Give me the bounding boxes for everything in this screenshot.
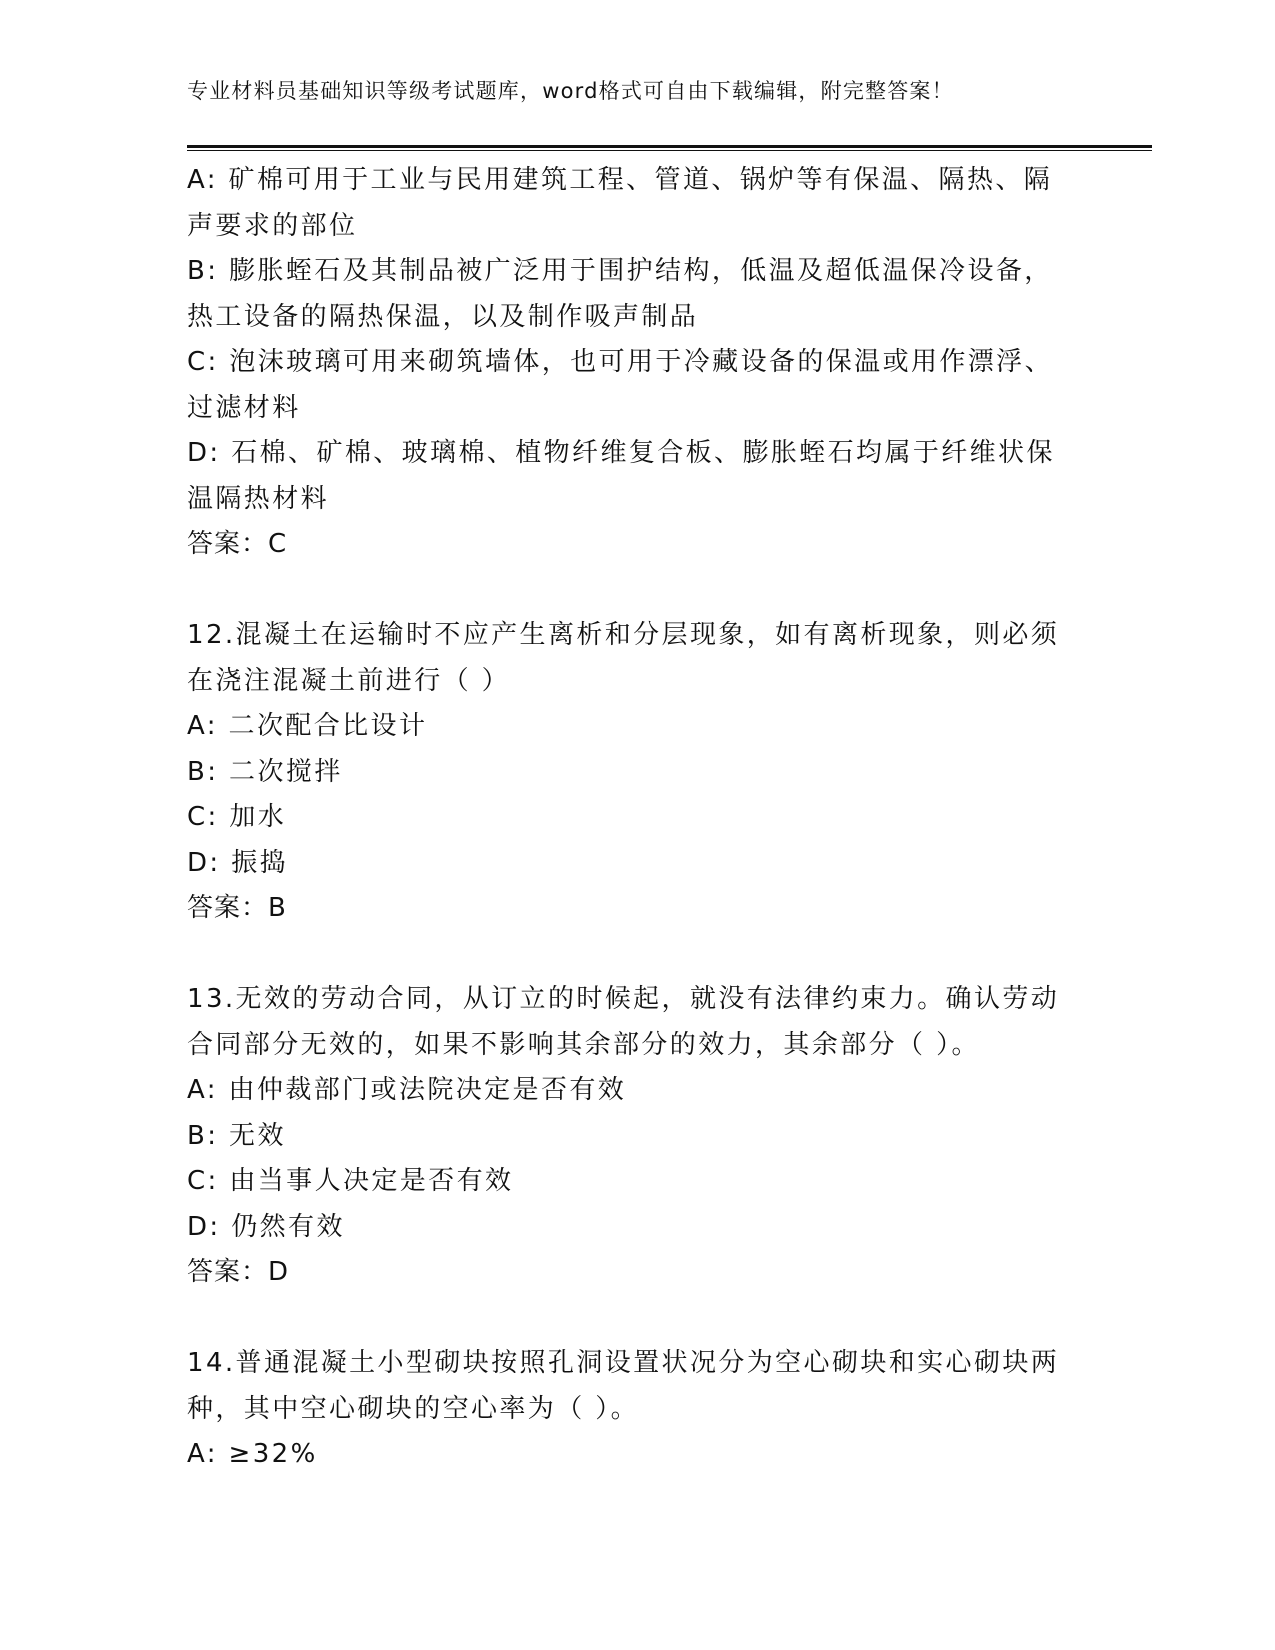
q11-option-a-line2: 声要求的部位 [187, 210, 358, 241]
page-header: 专业材料员基础知识等级考试题库，word格式可自由下载编辑，附完整答案！ [187, 79, 954, 103]
q13-answer: 答案：D [187, 1257, 290, 1287]
q11-option-a-line1: A: 矿棉可用于工业与民用建筑工程、管道、锅炉等有保温、隔热、隔 [187, 165, 1053, 195]
question-11 [187, 158, 1087, 568]
q14-question-line1: 14.普通混凝土小型砌块按照孔洞设置状况分为空心砌块和实心砌块两 [187, 1348, 1060, 1378]
q11-option-b-line1: B: 膨胀蛭石及其制品被广泛用于围护结构，低温及超低温保冷设备， [187, 256, 1053, 286]
q11-option-c-line2: 过滤材料 [187, 392, 301, 423]
q13-option-c: C: 由当事人决定是否有效 [187, 1166, 514, 1196]
q12-option-b: B: 二次搅拌 [187, 756, 343, 787]
q13-option-a: A: 由仲裁部门或法院决定是否有效 [187, 1075, 627, 1105]
q12-option-d: D: 振捣 [187, 847, 289, 878]
spacer [187, 932, 1087, 978]
q14-option-a: A: ≥32% [187, 1439, 318, 1469]
q13-option-d: D: 仍然有效 [187, 1211, 345, 1242]
q13-option-b: B: 无效 [187, 1120, 286, 1151]
q12-question-line2: 在浇注混凝土前进行（ ） [187, 665, 511, 696]
header-rule-thick [187, 145, 1152, 148]
q12-option-c: C: 加水 [187, 802, 287, 832]
header-rule-thin [187, 150, 1152, 151]
q11-option-b-line2: 热工设备的隔热保温，以及制作吸声制品 [187, 301, 699, 332]
spacer [187, 568, 1087, 614]
question-14 [187, 1341, 1087, 1478]
question-content [187, 158, 1087, 1478]
q13-question-line1: 13.无效的劳动合同，从订立的时候起，就没有法律约束力。确认劳动 [187, 984, 1060, 1014]
q12-answer: 答案：B [187, 893, 287, 923]
q12-option-a: A: 二次配合比设计 [187, 711, 428, 741]
spacer [187, 1296, 1087, 1342]
q11-option-c-line1: C: 泡沫玻璃可用来砌筑墙体，也可用于冷藏设备的保温或用作漂浮、 [187, 347, 1053, 377]
q14-question-line2: 种，其中空心砌块的空心率为（ ）。 [187, 1393, 640, 1424]
q13-question-line2: 合同部分无效的，如果不影响其余部分的效力，其余部分（ ）。 [187, 1029, 980, 1060]
question-13 [187, 977, 1087, 1296]
q12-question-line1: 12.混凝土在运输时不应产生离析和分层现象，如有离析现象，则必须 [187, 620, 1060, 650]
q11-option-d-line1: D: 石棉、矿棉、玻璃棉、植物纤维复合板、膨胀蛭石均属于纤维状保 [187, 438, 1055, 468]
question-12 [187, 613, 1087, 932]
q11-option-d-line2: 温隔热材料 [187, 483, 330, 514]
q11-answer: 答案：C [187, 529, 288, 559]
